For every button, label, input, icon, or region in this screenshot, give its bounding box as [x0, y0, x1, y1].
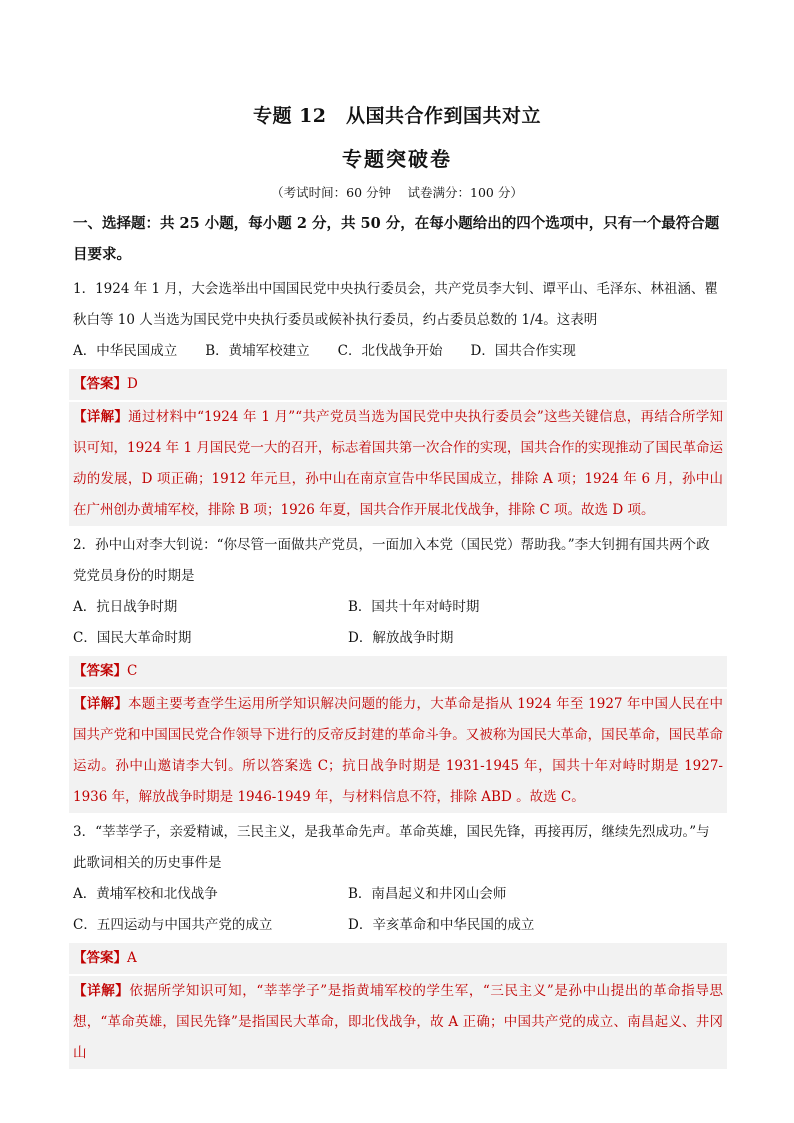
answer-label: 【答案】	[73, 950, 127, 966]
explanation-block	[69, 689, 727, 813]
answer-block	[69, 656, 727, 687]
question-stem: 3．“莘莘学子，亲爱精诚，三民主义，是我革命先声。革命英雄，国民先锋，再接再厉，继续先烈成功。”与此歌词相关的历史事件是	[73, 824, 710, 871]
explanation-label: 【详解】	[73, 409, 129, 425]
option-b: B．南昌起义和井冈山会师	[348, 886, 507, 902]
answer-label: 【答案】	[73, 376, 127, 392]
option-d: D．国共合作实现	[470, 343, 576, 359]
options-grid	[73, 592, 723, 654]
option-b: B．国共十年对峙时期	[348, 599, 480, 615]
explanation-text: 本题主要考查学生运用所学知识解决问题的能力，大革命是指从 1924 年至 1927 年中国人民在中国共产党和中国国民党合作领导下进行的反帝反封建的革命斗争。又被称为国民大革命，国民革命，国民革命运动。孙中山邀请李大钊。所以答案选 C；抗日战争时期是 1931-1945 年，国共十年对峙时期是 1927-1936 年，解放战争时期是 1946-1949 年，与材料信息不符，排除 ABD 。故选 C。	[73, 696, 723, 805]
option-c: C．五四运动与中国共产党的成立	[73, 917, 273, 933]
answer-value: A	[127, 950, 137, 966]
question-stem: 1．1924 年 1 月，大会选举出中国国民党中央执行委员会，共产党员李大钊、谭平山、毛泽东、林祖涵、瞿秋白等 10 人当选为国民党中央执行委员或候补执行委员，约占委员总数的 1/4。这表明	[73, 281, 718, 328]
option-a: A．中华民国成立	[73, 343, 178, 359]
explanation-text: 依据所学知识可知，“莘莘学子”是指黄埔军校的学生军，“三民主义”是孙中山提出的革命指导思想，“革命英雄，国民先锋”是指国民大革命，即北伐战争，故 A 正确；中国共产党的成立、南昌起义、井冈山	[73, 983, 724, 1061]
answer-label: 【答案】	[73, 663, 127, 679]
page-title: 专题 12 从国共合作到国共对立	[252, 105, 542, 127]
explanation-block	[69, 976, 727, 1069]
option-c: C．国民大革命时期	[73, 630, 192, 646]
option-a: A．抗日战争时期	[73, 599, 178, 615]
option-b: B．黄埔军校建立	[205, 343, 310, 359]
option-c: C．北伐战争开始	[337, 343, 443, 359]
option-d: D．辛亥革命和中华民国的成立	[348, 917, 535, 933]
option-a: A．黄埔军校和北伐战争	[73, 886, 218, 902]
page-subtitle: 专题突破卷	[342, 147, 452, 171]
options-grid	[73, 879, 723, 941]
answer-block	[69, 943, 727, 974]
question-stem: 2．孙中山对李大钊说：“你尽管一面做共产党员，一面加入本党（国民党）帮助我。”李大钊拥有国共两个政党党员身份的时期是	[73, 537, 710, 584]
exam-content	[73, 208, 723, 1073]
answer-block	[69, 369, 727, 400]
options-row	[73, 336, 723, 367]
section-heading: 一、选择题：共 25 小题，每小题 2 分，共 50 分，在每小题给出的四个选项中，只有一个最符合题目要求。	[73, 215, 720, 263]
explanation-label: 【详解】	[73, 696, 128, 712]
explanation-text: 通过材料中“1924 年 1 月”“共产党员当选为国民党中央执行委员会”这些关键信息，再结合所学知识可知，1924 年 1 月国民党一大的召开，标志着国共第一次合作的实现，国共合作的实现推动了国民革命运动的发展，D 项正确；1912 年元旦，孙中山在南京宣告中华民国成立，排除 A 项；1924 年 6 月，孙中山在广州创办黄埔军校，排除 B 项；1926 年夏，国共合作开展北伐战争，排除 C 项。故选 D 项。	[73, 409, 723, 518]
answer-value: C	[127, 663, 138, 679]
explanation-label: 【详解】	[73, 983, 130, 999]
exam-meta: （考试时间：60 分钟 试卷满分：100 分）	[271, 185, 523, 200]
answer-value: D	[127, 376, 138, 392]
option-d: D．解放战争时期	[348, 630, 454, 646]
explanation-block	[69, 402, 727, 526]
